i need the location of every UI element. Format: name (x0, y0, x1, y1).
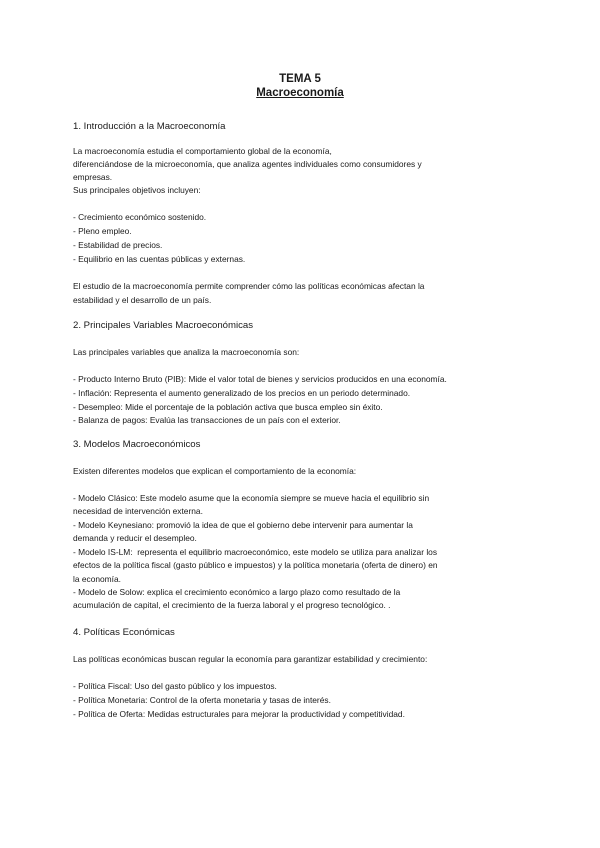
list-item: - Pleno empleo. (73, 226, 132, 236)
paragraph-line: Las políticas económicas buscan regular la economía para garantizar estabilidad y crecimiento: (73, 654, 428, 664)
section-heading: 2. Principales Variables Macroeconómicas (73, 320, 254, 331)
paragraph-line: Existen diferentes modelos que explican el comportamiento de la economía: (73, 466, 357, 476)
list-item: - Política de Oferta: Medidas estructurales para mejorar la productividad y competitividad. (73, 709, 405, 719)
list-item: - Equilibrio en las cuentas públicas y externas. (73, 254, 246, 264)
section-heading: 3. Modelos Macroeconómicos (73, 439, 201, 450)
document-title: TEMA 5 (279, 73, 321, 85)
list-item: - Producto Interno Bruto (PIB): Mide el valor total de bienes y servicios producidos en una economía. (73, 374, 447, 384)
list-item: - Balanza de pagos: Evalúa las transacciones de un país con el exterior. (73, 415, 341, 425)
list-item: - Política Monetaria: Control de la oferta monetaria y tasas de interés. (73, 695, 331, 705)
title-block (0, 72, 600, 101)
list-item: - Inflación: Representa el aumento generalizado de los precios en un periodo determinado. (73, 388, 411, 398)
list-item: efectos de la política fiscal (gasto público e impuestos) y la política monetaria (oferta de dinero) en (73, 560, 438, 570)
paragraph-line: empresas. (73, 172, 113, 182)
list-item: - Política Fiscal: Uso del gasto público y los impuestos. (73, 681, 277, 691)
list-item: demanda y reducir el desempleo. (73, 533, 197, 543)
list-item: - Crecimiento económico sostenido. (73, 212, 207, 222)
list-item: - Modelo Keynesiano: promovió la idea de que el gobierno debe intervenir para aumentar la (73, 520, 413, 530)
list-item: necesidad de intervención externa. (73, 506, 203, 516)
section-heading: 4. Políticas Económicas (73, 627, 175, 638)
list-item: acumulación de capital, el crecimiento de la fuerza laboral y el progreso tecnológico. . (73, 600, 391, 610)
paragraph-line: La macroeconomía estudia el comportamiento global de la economía, (73, 146, 332, 156)
paragraph-line: estabilidad y el desarrollo de un país. (73, 295, 212, 305)
paragraph-line: El estudio de la macroeconomía permite comprender cómo las políticas económicas afectan la (73, 281, 425, 291)
paragraph-line: Las principales variables que analiza la macroeconomía son: (73, 347, 300, 357)
list-item: - Estabilidad de precios. (73, 240, 163, 250)
list-item: la economía. (73, 574, 121, 584)
list-item: - Modelo de Solow: explica el crecimiento económico a largo plazo como resultado de la (73, 587, 401, 597)
paragraph-line: Sus principales objetivos incluyen: (73, 185, 201, 195)
list-item: - Modelo IS-LM: representa el equilibrio macroeconómico, este modelo se utiliza para analizar los (73, 547, 438, 557)
list-item: - Modelo Clásico: Este modelo asume que la economía siempre se mueve hacia el equilibrio sin (73, 493, 430, 503)
document-subtitle: Macroeconomía (256, 87, 344, 99)
list-item: - Desempleo: Mide el porcentaje de la población activa que busca empleo sin éxito. (73, 402, 383, 412)
paragraph-line: diferenciándose de la microeconomía, que analiza agentes individuales como consumidores y (73, 159, 422, 169)
section-heading: 1. Introducción a la Macroeconomía (73, 121, 226, 132)
